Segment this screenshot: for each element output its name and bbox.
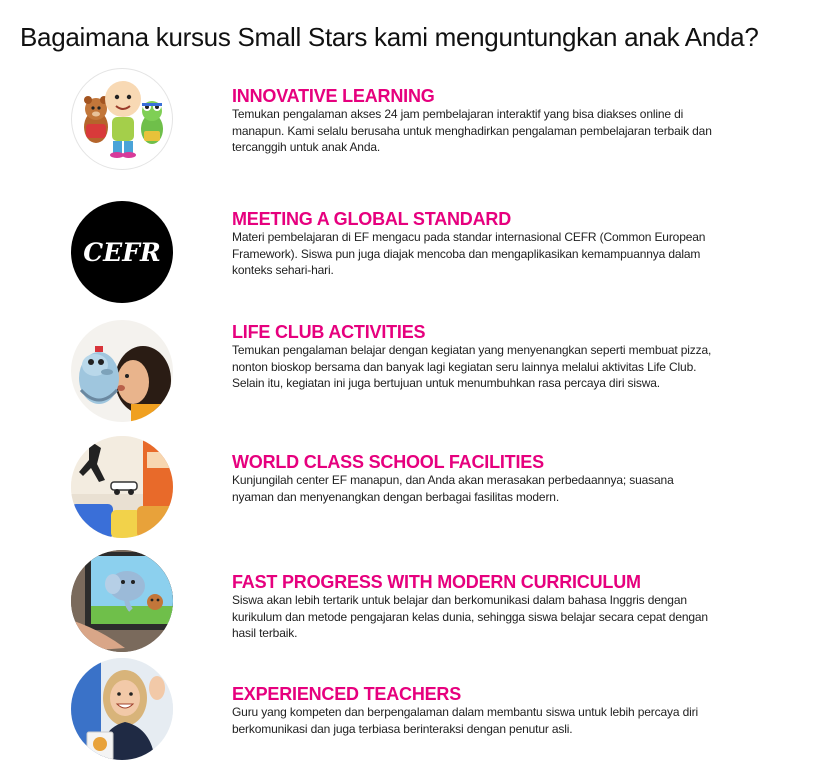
cartoon-characters-icon xyxy=(71,68,173,170)
feature-text xyxy=(232,684,712,737)
feature-text xyxy=(232,572,712,642)
page-title: Bagaimana kursus Small Stars kami menguntungkan anak Anda? xyxy=(20,22,759,52)
feature-text xyxy=(232,322,712,392)
feature-description: Siswa akan lebih tertarik untuk belajar dan berkomunikasi dalam bahasa Inggris dengan kurikulum dan metode pengajaran kelas dunia, sehingga siswa belajar secara cepat dengan hasil terbaik. xyxy=(232,593,708,640)
cefr-logo-text: CEFR xyxy=(83,238,161,267)
feature-title: MEETING A GLOBAL STANDARD xyxy=(232,209,511,229)
tablet-curriculum-icon xyxy=(71,550,173,652)
feature-text xyxy=(232,86,712,156)
feature-description: Guru yang kompeten dan berpengalaman dalam membantu siswa untuk lebih percaya diri berkomunikasi dan juga terbiasa berinteraksi dengan penutur asli. xyxy=(232,705,698,736)
school-facility-icon xyxy=(71,436,173,538)
feature-description: Materi pembelajaran di EF mengacu pada standar internasional CEFR (Common European Framework). Siswa pun juga diajak mencoba dan mengaplikasikan kemampuannya dalam konteks sehari-hari. xyxy=(232,230,706,277)
cefr-logo-icon xyxy=(71,201,173,303)
feature-title: FAST PROGRESS WITH MODERN CURRICULUM xyxy=(232,572,641,592)
feature-text xyxy=(232,452,712,505)
feature-title: LIFE CLUB ACTIVITIES xyxy=(232,322,426,342)
feature-text xyxy=(232,209,712,279)
feature-title: EXPERIENCED TEACHERS xyxy=(232,684,462,704)
feature-description: Kunjungilah center EF manapun, dan Anda akan merasakan perbedaannya; suasana nyaman dan menyenangkan dengan berbagai fasilitas modern. xyxy=(232,473,674,504)
feature-description: Temukan pengalaman belajar dengan kegiatan yang menyenangkan seperti membuat pizza, nonton bioskop bersama dan banyak lagi kegiatan seru lainnya melalui aktivitas Life Club. Selain itu, kegiatan ini juga bertujuan untuk menumbuhkan rasa percaya diri siswa. xyxy=(232,343,712,390)
teacher-photo-icon xyxy=(71,658,173,760)
child-with-puppet-icon xyxy=(71,320,173,422)
feature-description: Temukan pengalaman akses 24 jam pembelajaran interaktif yang bisa diakses online di manapun. Kami selalu berusaha untuk menghadirkan pengalaman pembelajaran terbaik dan tercanggih untuk anak Anda. xyxy=(232,107,712,154)
feature-title: INNOVATIVE LEARNING xyxy=(232,86,435,106)
feature-title: WORLD CLASS SCHOOL FACILITIES xyxy=(232,452,544,472)
